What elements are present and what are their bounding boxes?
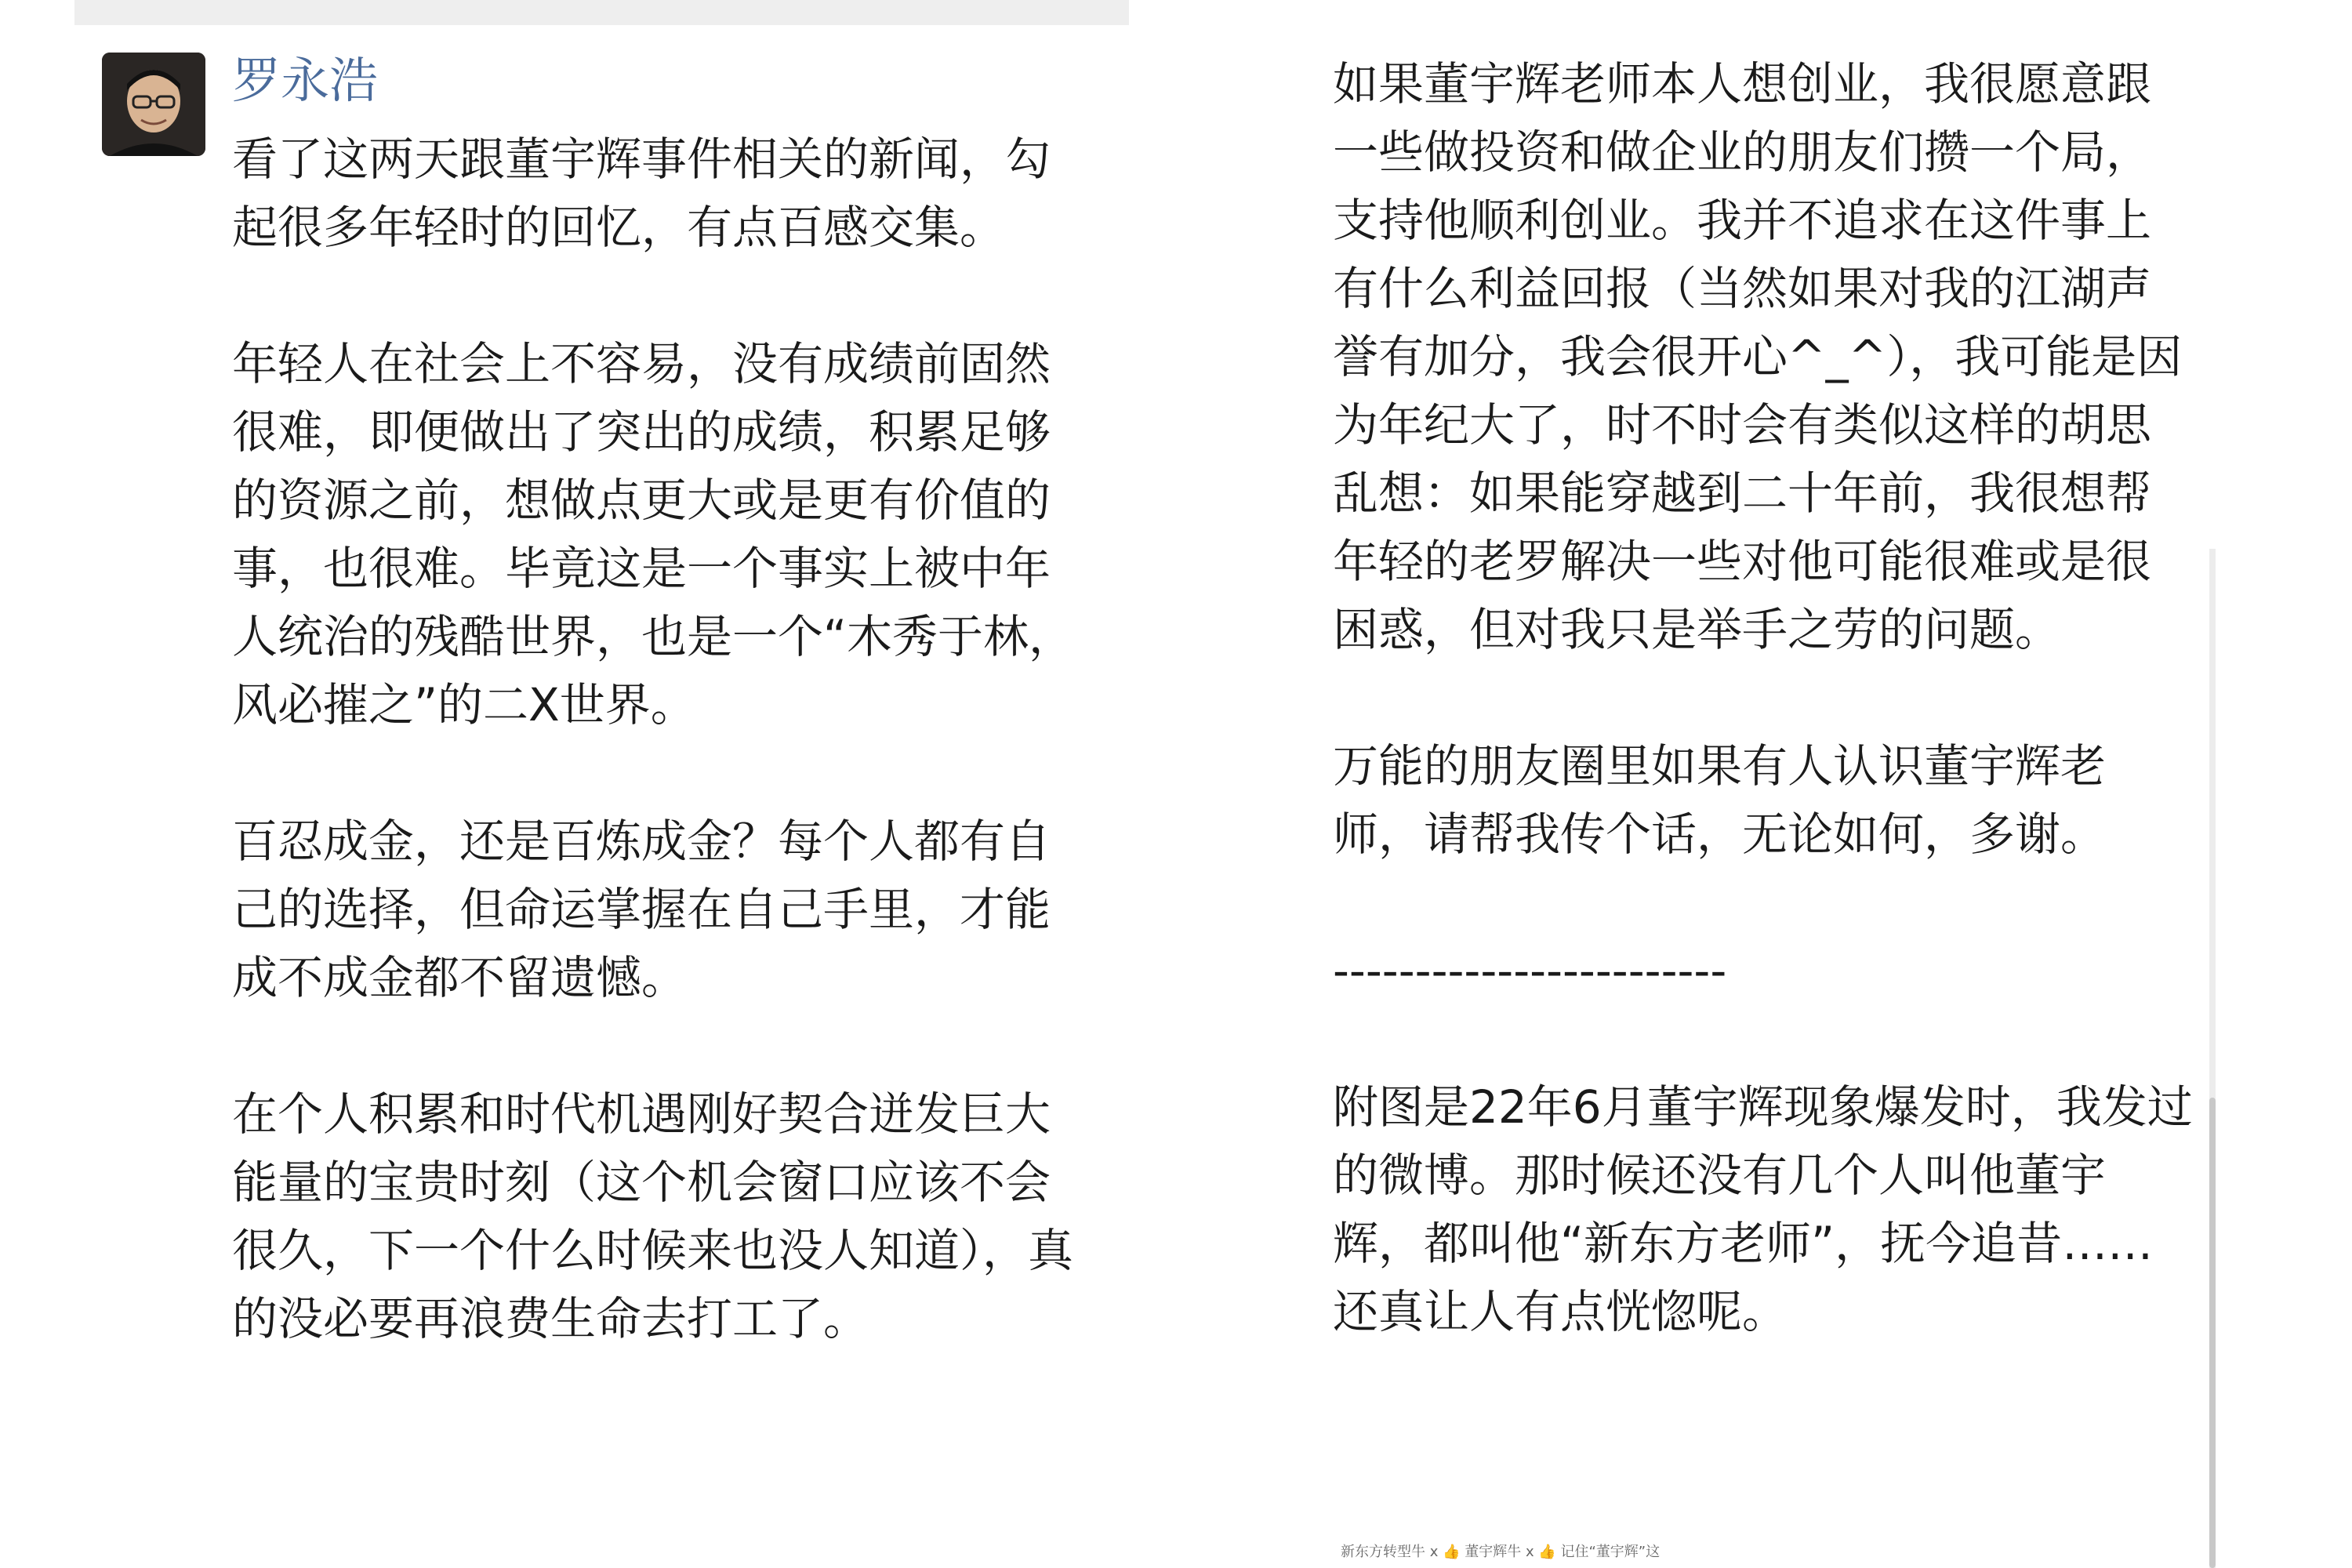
separator-line: ------------------------ [1333,944,1727,997]
paragraph-6: 万能的朋友圈里如果有人认识董宇辉老师，请帮我传个话，无论如何，多谢。 [1333,739,2107,861]
scrollbar-thumb[interactable] [2209,1098,2216,1568]
author-name[interactable]: 罗永浩 [232,52,379,109]
paragraph-5: 如果董宇辉老师本人想创业，我很愿意跟一些做投资和做企业的朋友们攒一个局，支持他顺利创业。我并不追求在这件事上有什么利益回报（当然如果对我的江湖声誉有加分，我会很开心^_^），我可能是因为年纪大了，时不时会有类似这样的胡思乱想：如果能穿越到二十年前，我很想帮年轻的老罗解决一些对他可能很难或是很困惑，但对我只是举手之劳的问题。 [1333,57,2183,656]
appendix-paragraph: 附图是22年6月董宇辉现象爆发时，我发过的微博。那时候还没有几个人叫他董宇辉，都叫他“新东方老师”，抚今追昔……还真让人有点恍惚呢。 [1333,1080,2193,1338]
embedded-image-caption[interactable]: 新东方转型牛 x 👍 董宇辉牛 x 👍 记住“董宇辉”这 [1341,1544,1661,1560]
top-divider-strip [74,0,1129,25]
post-body-left [232,125,1079,1353]
paragraph-2: 年轻人在社会上不容易，没有成绩前固然很难，即便做出了突出的成绩，积累足够的资源之前，想做点更大或是更有价值的事，也很难。毕竟这是一个事实上被中年人统治的残酷世界，也是一个“木秀于林，风必摧之”的二X世界。 [232,337,1075,731]
post-body-right [1333,50,2195,1346]
paragraph-3: 百忍成金，还是百炼成金？每个人都有自己的选择，但命运掌握在自己手里，才能成不成金都不留遗憾。 [232,815,1051,1004]
avatar-portrait-icon [102,53,205,156]
paragraph-1: 看了这两天跟董宇辉事件相关的新闻，勾起很多年轻时的回忆，有点百感交集。 [232,132,1051,254]
scrollbar-track[interactable] [2209,549,2216,1568]
paragraph-4: 在个人积累和时代机遇刚好契合迸发巨大能量的宝贵时刻（这个机会窗口应该不会很久，下一个什么时候来也没人知道），真的没必要再浪费生命去打工了。 [232,1087,1074,1345]
avatar[interactable] [102,53,205,156]
